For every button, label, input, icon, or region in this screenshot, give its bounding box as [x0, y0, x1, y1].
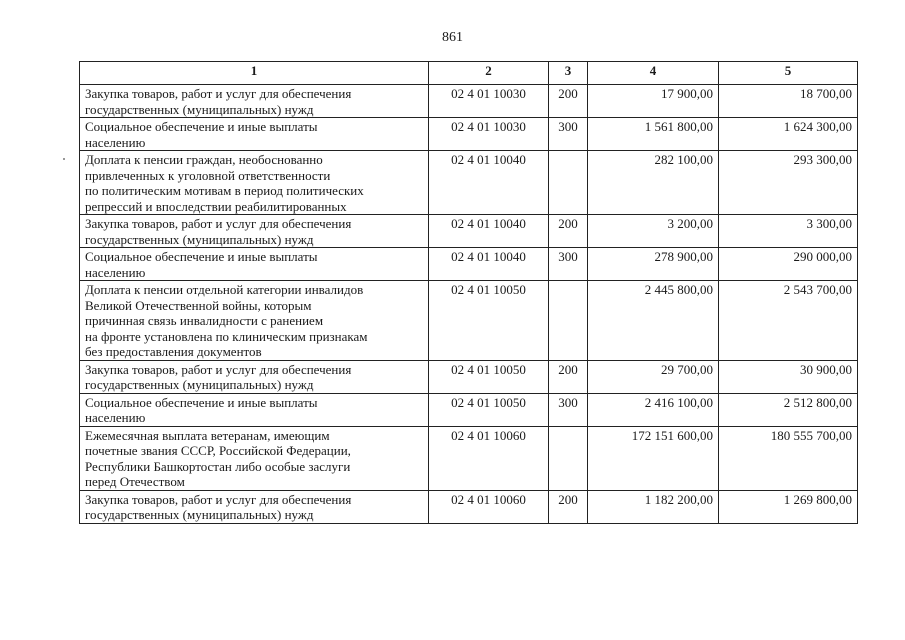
- table-row: [80, 360, 858, 393]
- row-code-cell: 02 4 01 10040: [429, 151, 549, 215]
- row-value-5-cell: 293 300,00: [719, 151, 858, 215]
- row-name-cell: [80, 426, 429, 490]
- row-name-cell: [80, 360, 429, 393]
- row-name-line: населению: [85, 134, 146, 150]
- row-name-line: государственных (муниципальных) нужд: [85, 507, 314, 522]
- page-number: 861: [442, 30, 463, 45]
- row-name-cell: [80, 490, 429, 523]
- row-value-5-cell: 18 700,00: [719, 85, 858, 118]
- table-row: [80, 118, 858, 151]
- row-value-4-cell: 1 561 800,00: [588, 118, 719, 151]
- row-value-4-cell: 172 151 600,00: [588, 426, 719, 490]
- table-row: [80, 281, 858, 361]
- row-name-cell: [80, 151, 429, 215]
- column-header-4: 4: [588, 62, 719, 85]
- budget-table: [79, 61, 858, 524]
- row-name-line: Доплата к пенсии отдельной категории инвалидов: [85, 282, 364, 297]
- row-name-line: на фронте установлена по клиническим признакам: [85, 328, 368, 344]
- row-value-4-cell: 278 900,00: [588, 248, 719, 281]
- scan-speck: [63, 158, 65, 160]
- row-value-4-cell: 2 445 800,00: [588, 281, 719, 361]
- row-name-line: по политическим мотивам в период политических: [85, 183, 364, 198]
- row-name-cell: [80, 118, 429, 151]
- row-value-5-cell: 290 000,00: [719, 248, 858, 281]
- table-row: [80, 248, 858, 281]
- row-value-5-cell: 1 269 800,00: [719, 490, 858, 523]
- row-code-cell: 02 4 01 10050: [429, 360, 549, 393]
- row-name-cell: [80, 85, 429, 118]
- row-name-line: почетные звания СССР, Российской Федерации,: [85, 443, 351, 458]
- row-name-line: репрессий и впоследствии реабилитированных: [85, 198, 347, 214]
- row-name-line: государственных (муниципальных) нужд: [85, 231, 314, 247]
- row-name-line: Ежемесячная выплата ветеранам, имеющим: [85, 427, 330, 443]
- row-code-cell: 02 4 01 10060: [429, 426, 549, 490]
- row-name-line: причинная связь инвалидности с ранением: [85, 313, 324, 328]
- row-name-line: Закупка товаров, работ и услуг для обеспечения: [85, 361, 352, 377]
- row-type-cell: 200: [549, 360, 588, 393]
- row-name-line: Закупка товаров, работ и услуг для обеспечения: [85, 491, 352, 507]
- row-name-line: Социальное обеспечение и иные выплаты: [85, 249, 318, 264]
- row-code-cell: 02 4 01 10050: [429, 281, 549, 361]
- row-name-line: государственных (муниципальных) нужд: [85, 101, 314, 117]
- row-value-5-cell: 2 512 800,00: [719, 393, 858, 426]
- row-name-line: Закупка товаров, работ и услуг для обеспечения: [85, 86, 352, 101]
- column-header-1: 1: [80, 62, 429, 85]
- row-name-line: Доплата к пенсии граждан, необоснованно: [85, 152, 323, 167]
- column-header-5: 5: [719, 62, 858, 85]
- row-name-line: населению: [85, 410, 146, 425]
- table-row: [80, 490, 858, 523]
- column-header-3: 3: [549, 62, 588, 85]
- table-row: [80, 426, 858, 490]
- row-value-4-cell: 17 900,00: [588, 85, 719, 118]
- table-body: [80, 85, 858, 524]
- table-row: [80, 215, 858, 248]
- row-type-cell: 300: [549, 118, 588, 151]
- row-type-cell: 300: [549, 248, 588, 281]
- row-name-line: государственных (муниципальных) нужд: [85, 377, 314, 392]
- row-value-5-cell: 2 543 700,00: [719, 281, 858, 361]
- row-code-cell: 02 4 01 10050: [429, 393, 549, 426]
- row-code-cell: 02 4 01 10060: [429, 490, 549, 523]
- row-type-cell: 200: [549, 85, 588, 118]
- row-code-cell: 02 4 01 10040: [429, 215, 549, 248]
- row-type-cell: [549, 281, 588, 361]
- row-value-4-cell: 3 200,00: [588, 215, 719, 248]
- row-name-line: населению: [85, 264, 146, 280]
- row-type-cell: 200: [549, 215, 588, 248]
- row-name-line: Республики Башкортостан либо особые заслуги: [85, 458, 351, 474]
- row-code-cell: 02 4 01 10030: [429, 118, 549, 151]
- row-name-line: перед Отечеством: [85, 474, 185, 489]
- row-type-cell: [549, 426, 588, 490]
- table-row: [80, 151, 858, 215]
- row-name-line: без предоставления документов: [85, 344, 262, 359]
- row-name-line: Закупка товаров, работ и услуг для обеспечения: [85, 216, 352, 231]
- row-value-4-cell: 2 416 100,00: [588, 393, 719, 426]
- row-name-cell: [80, 393, 429, 426]
- row-value-4-cell: 29 700,00: [588, 360, 719, 393]
- row-name-cell: [80, 248, 429, 281]
- row-name-line: Социальное обеспечение и иные выплаты: [85, 119, 318, 134]
- table-row: [80, 393, 858, 426]
- row-type-cell: 200: [549, 490, 588, 523]
- row-name-line: Великой Отечественной войны, которым: [85, 297, 312, 313]
- row-code-cell: 02 4 01 10040: [429, 248, 549, 281]
- column-header-2: 2: [429, 62, 549, 85]
- row-value-4-cell: 1 182 200,00: [588, 490, 719, 523]
- row-value-5-cell: 30 900,00: [719, 360, 858, 393]
- row-type-cell: 300: [549, 393, 588, 426]
- row-value-5-cell: 3 300,00: [719, 215, 858, 248]
- row-name-line: привлеченных к уголовной ответственности: [85, 167, 331, 183]
- row-name-line: Социальное обеспечение и иные выплаты: [85, 394, 318, 410]
- row-code-cell: 02 4 01 10030: [429, 85, 549, 118]
- row-value-4-cell: 282 100,00: [588, 151, 719, 215]
- row-value-5-cell: 1 624 300,00: [719, 118, 858, 151]
- header-row: [80, 62, 858, 85]
- table-row: [80, 85, 858, 118]
- row-type-cell: [549, 151, 588, 215]
- row-name-cell: [80, 281, 429, 361]
- row-name-cell: [80, 215, 429, 248]
- row-value-5-cell: 180 555 700,00: [719, 426, 858, 490]
